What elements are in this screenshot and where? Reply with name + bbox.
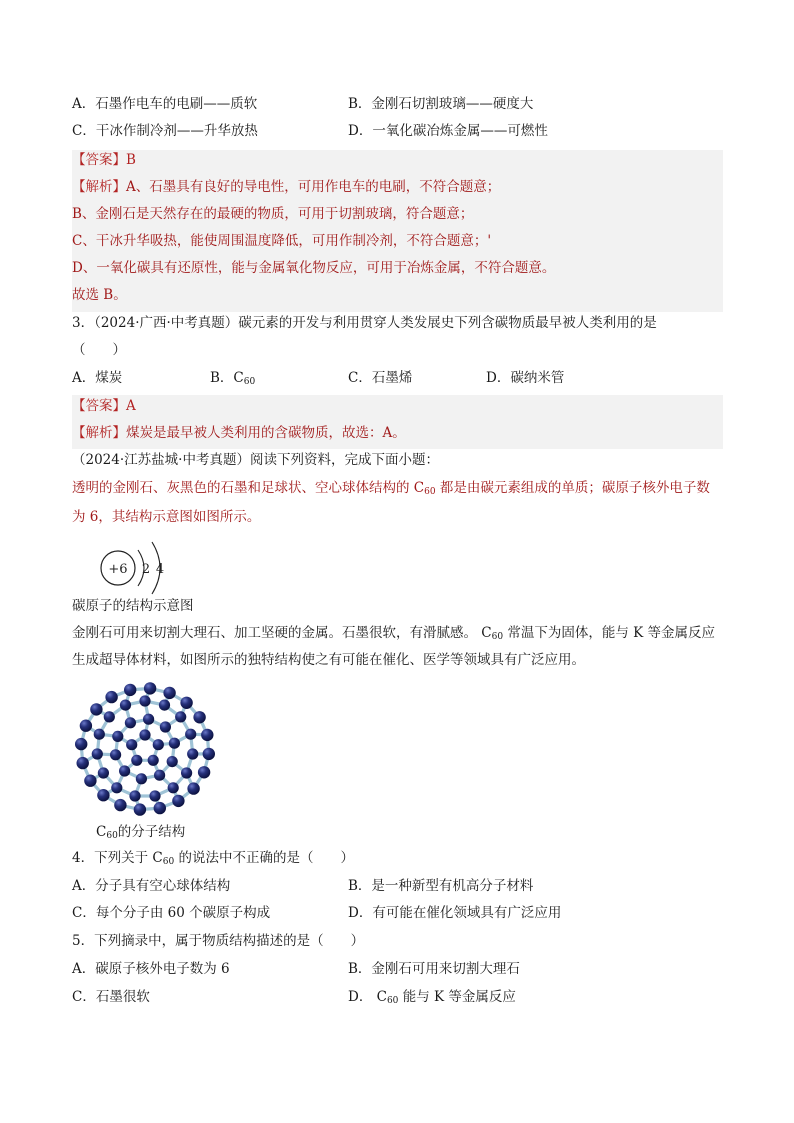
c60-carbon-atom (119, 765, 130, 776)
analysis-label: 【解析】 (72, 179, 126, 195)
q2-analysis-line-5: 故选 B。 (72, 287, 127, 303)
q2-analysis-line-3: C、干冰升华吸热，能使周围温度降低，可用作制冷剂，不符合题意；' (72, 233, 492, 249)
c60-carbon-atom (80, 720, 92, 732)
c60-carbon-atom (110, 749, 121, 760)
q2-option-b: B．金刚石切割玻璃——硬度大 (348, 96, 534, 112)
c60-carbon-atom (134, 803, 146, 815)
c60-carbon-atom (139, 695, 150, 706)
c60-carbon-atom (175, 711, 186, 722)
c60-carbon-atom (120, 700, 131, 711)
c60-carbon-atom (114, 799, 126, 811)
shell-2-count: 4 (155, 562, 165, 577)
passage-para-1-line-1: 透明的金刚石、灰黑色的石墨和足球状、空心球体结构的 $C_{60}$ 都是由碳元素组成的单质；碳原子核外电子数 (72, 480, 710, 497)
c60-carbon-atom (136, 773, 147, 784)
passage-source: （2024·江苏盐城·中考真题）阅读下列资料，完成下面小题： (72, 452, 439, 468)
q5-option-b: B．金刚石可用来切割大理石 (348, 961, 520, 977)
c60-carbon-atom (163, 687, 175, 699)
c60-carbon-atom (131, 755, 142, 766)
q5-option-c: C．石墨很软 (72, 989, 150, 1005)
q5-option-a: A．碳原子核外电子数为 6 (72, 961, 230, 977)
c60-carbon-atom (159, 700, 170, 711)
c60-carbon-atom (187, 782, 199, 794)
carbon-atom-diagram (96, 536, 176, 600)
molecule-caption: $C_{60}$的分子结构 (96, 824, 186, 841)
q2-answer (72, 150, 136, 170)
c60-carbon-atom (143, 714, 154, 725)
q2-analysis-line-4: D、一氧化碳具有还原性，能与金属氧化物反应，可用于冶炼金属，不符合题意。 (72, 260, 556, 276)
c60-carbon-atom (125, 717, 136, 728)
answer-value: B (126, 152, 136, 168)
q2-option-d: D．一氧化碳冶炼金属——可燃性 (348, 123, 548, 139)
c60-carbon-atom (139, 729, 150, 740)
passage-para-1-line-2: 为 6，其结构示意图如图所示。 (72, 509, 261, 525)
c60-carbon-atom (193, 711, 205, 723)
c60-carbon-atom (77, 757, 89, 769)
c60-carbon-atom (105, 691, 117, 703)
c60-carbon-atom (153, 739, 164, 750)
c60-carbon-atom (90, 703, 102, 715)
q2-option-a: A．石墨作电车的电刷——质软 (72, 96, 258, 112)
q2-analysis-line-2: B、金刚石是天然存在的最硬的物质，可用于切割玻璃，符合题意； (72, 206, 474, 222)
q2-analysis-line-1: 【解析】A、石墨具有良好的导电性，可用作电车的电刷，不符合题意； (72, 179, 501, 195)
q3-option-c: C．石墨烯 (348, 370, 413, 386)
c60-carbon-atom (187, 748, 198, 759)
c60-carbon-atom (198, 766, 210, 778)
c60-carbon-atom (185, 729, 196, 740)
c60-carbon-atom (84, 775, 96, 787)
c60-carbon-atom (154, 770, 165, 781)
q3-stem: 3．（2024·广西·中考真题）碳元素的开发与利用贯穿人类发展史下列含碳物质最早被人类利用的是 (72, 315, 657, 331)
c60-carbon-atom (172, 795, 184, 807)
c60-molecule-image (72, 680, 218, 818)
c60-carbon-atom (126, 739, 137, 750)
q4-option-b: B．是一种新型有机高分子材料 (348, 878, 534, 894)
shell-1-count: 2 (141, 562, 151, 577)
q3-answer: 【答案】A (72, 398, 136, 414)
answer-label: 【答案】 (72, 152, 126, 168)
q5-option-d: D． $C_{60}$ 能与 K 等金属反应 (348, 989, 516, 1006)
c60-carbon-atom (203, 748, 215, 760)
c60-carbon-atom (181, 767, 192, 778)
c60-carbon-atom (111, 782, 122, 793)
passage-para-2-line-1: 金刚石可用来切割大理石、加工坚硬的金属。石墨很软，有滑腻感。 $C_{60}$ 常温下为固体，能与 K 等金属反应 (72, 625, 716, 642)
c60-carbon-atom (167, 756, 178, 767)
c60-carbon-atom (129, 790, 140, 801)
c60-carbon-atom (98, 767, 109, 778)
q3-analysis: 【解析】煤炭是最早被人类利用的含碳物质，故选：A。 (72, 425, 406, 441)
q4-option-c: C．每个分子由 60 个碳原子构成 (72, 905, 271, 921)
c60-carbon-atom (180, 697, 192, 709)
c60-carbon-atom (201, 729, 213, 741)
q3-option-b: B．$C_{60}$ (210, 370, 256, 387)
c60-carbon-atom (168, 782, 179, 793)
nucleus-label: +6 (108, 562, 128, 577)
q4-stem: 4．下列关于 $C_{60}$ 的说法中不正确的是（ ） (72, 850, 354, 867)
q3-paren: （ ） (72, 342, 126, 358)
q5-stem: 5．下列摘录中，属于物质结构描述的是（ ） (72, 933, 365, 949)
q4-option-a: A．分子具有空心球体结构 (72, 878, 231, 894)
c60-carbon-atom (154, 802, 166, 814)
c60-carbon-atom (97, 789, 109, 801)
q3-option-a: A．煤炭 (72, 370, 123, 386)
q3-option-d: D．碳纳米管 (486, 370, 565, 386)
c60-carbon-atom (169, 738, 180, 749)
c60-carbon-atom (148, 755, 159, 766)
q4-option-d: D．有可能在催化领域具有广泛应用 (348, 905, 562, 921)
c60-carbon-atom (144, 682, 156, 694)
c60-carbon-atom (112, 731, 123, 742)
atom-caption: 碳原子的结构示意图 (72, 598, 194, 614)
c60-carbon-atom (104, 711, 115, 722)
c60-carbon-atom (160, 721, 171, 732)
c60-carbon-atom (94, 729, 105, 740)
c60-carbon-atom (149, 790, 160, 801)
c60-carbon-atom (92, 748, 103, 759)
c60-carbon-atom (75, 738, 87, 750)
passage-para-2-line-2: 生成超导体材料，如图所示的独特结构使之有可能在催化、医学等领域具有广泛应用。 (72, 652, 585, 668)
q2-option-c: C．干冰作制冷剂——升华放热 (72, 123, 258, 139)
c60-carbon-atom (124, 684, 136, 696)
